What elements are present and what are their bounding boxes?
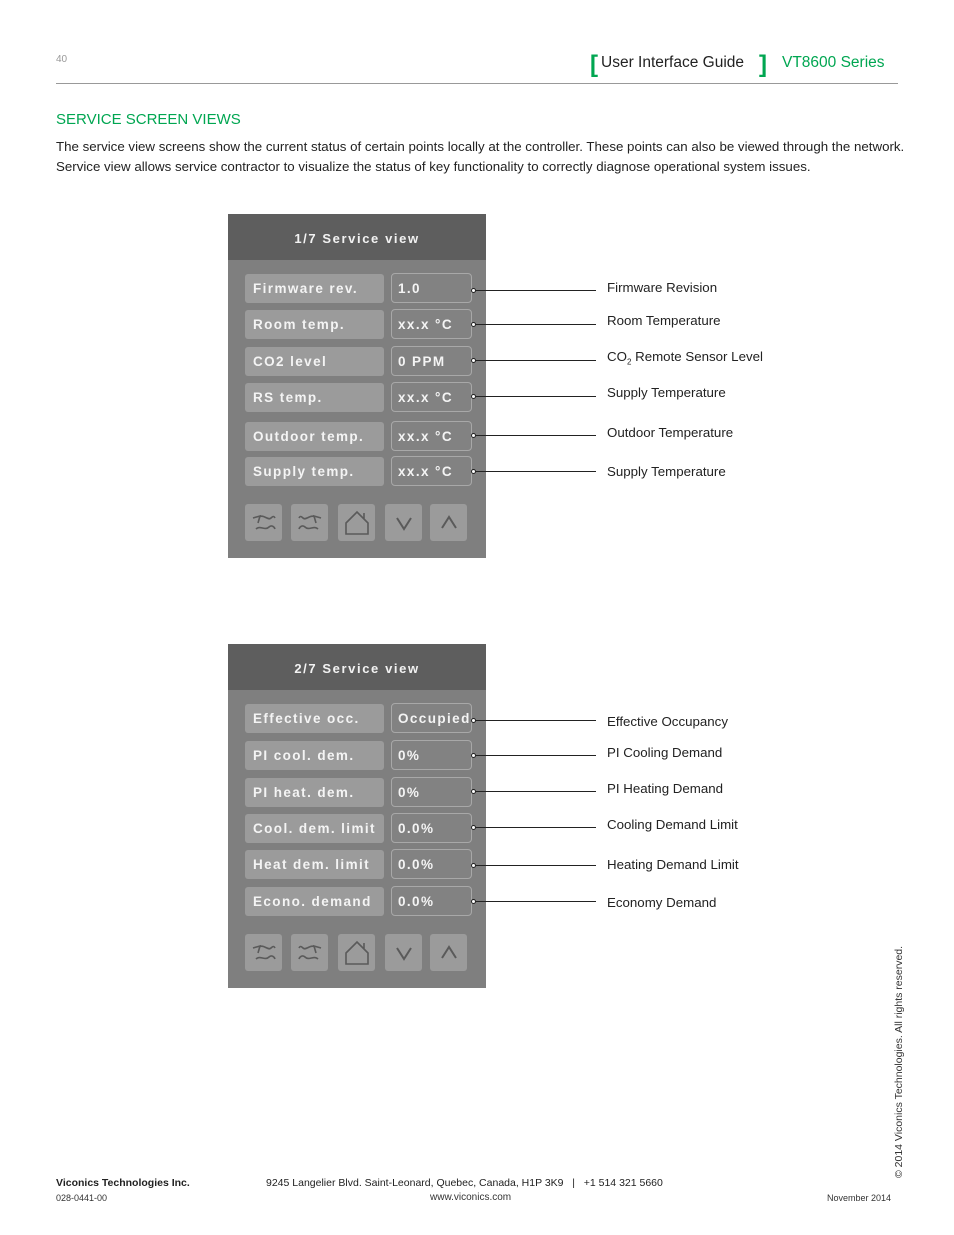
back-arrow-icon — [249, 508, 279, 538]
row-label: CO2 level — [245, 347, 384, 376]
header-series: VT8600 Series — [782, 54, 885, 71]
row-label: RS temp. — [245, 383, 384, 412]
section-title: SERVICE SCREEN VIEWS — [56, 111, 241, 128]
callout-co2-remote-sensor — [607, 349, 763, 367]
up-button[interactable] — [430, 934, 467, 971]
callout-economy-demand: Economy Demand — [607, 895, 717, 910]
row-label: Outdoor temp. — [245, 422, 384, 451]
down-button[interactable] — [385, 504, 422, 541]
row-value: 0 PPM — [391, 346, 472, 376]
back-button[interactable] — [245, 504, 282, 541]
leader-line — [476, 471, 596, 472]
leader-line — [476, 290, 596, 291]
footer-company: Viconics Technologies Inc. — [56, 1177, 190, 1189]
callout-supply-temperature: Supply Temperature — [607, 385, 726, 400]
row-label: Econo. demand — [245, 887, 384, 916]
service-screen-1 — [228, 214, 486, 558]
footer-doc-number: 028-0441-00 — [56, 1193, 108, 1203]
callout-room-temperature: Room Temperature — [607, 313, 721, 328]
callout-firmware-revision: Firmware Revision — [607, 280, 718, 295]
chevron-up-icon — [434, 508, 464, 538]
callout-co2-subscript: 2 — [626, 357, 632, 367]
row-value: 0% — [391, 777, 472, 807]
home-button[interactable] — [338, 504, 375, 541]
row-label: Effective occ. — [245, 704, 384, 733]
callout-outdoor-temperature: Outdoor Temperature — [607, 425, 734, 440]
footer-website[interactable]: www.viconics.com — [430, 1192, 512, 1203]
leader-line — [476, 720, 596, 721]
callout-pi-cooling-demand: PI Cooling Demand — [607, 745, 723, 760]
row-label: Cool. dem. limit — [245, 814, 384, 843]
home-button[interactable] — [338, 934, 375, 971]
header-open-bracket: [ — [590, 51, 598, 78]
callout-effective-occupancy: Effective Occupancy — [607, 714, 728, 729]
row-label: Room temp. — [245, 310, 384, 339]
leader-line — [476, 901, 596, 902]
chevron-down-icon — [389, 508, 419, 538]
callout-pi-heating-demand: PI Heating Demand — [607, 781, 724, 796]
row-value: 0% — [391, 740, 472, 770]
footer-date: November 2014 — [827, 1193, 892, 1203]
row-value: xx.x °C — [391, 309, 472, 339]
leader-line — [476, 791, 596, 792]
row-label: Heat dem. limit — [245, 850, 384, 879]
service-screen-2 — [228, 644, 486, 988]
screen-title: 1/7 Service view — [228, 214, 486, 260]
row-value: xx.x °C — [391, 382, 472, 412]
up-button[interactable] — [430, 504, 467, 541]
row-label: Firmware rev. — [245, 274, 384, 303]
header-guide-title: User Interface Guide — [601, 54, 745, 71]
leader-line — [476, 827, 596, 828]
leader-line — [476, 865, 596, 866]
section-intro: The service view screens show the current status of certain points locally at the controller. These points can also be viewed through the network. Service view allows service contractor to visualize the status of key functionality to correctly diagnose operational system issues. — [56, 139, 905, 174]
back-button[interactable] — [245, 934, 282, 971]
row-value: 0.0% — [391, 813, 472, 843]
row-label: PI heat. dem. — [245, 778, 384, 807]
row-value: xx.x °C — [391, 456, 472, 486]
leader-line — [476, 324, 596, 325]
forward-arrow-icon — [295, 938, 325, 968]
forward-arrow-icon — [295, 508, 325, 538]
header-close-bracket: ] — [759, 51, 767, 78]
footer-address: 9245 Langelier Blvd. Saint-Leonard, Quebec, Canada, H1P 3K9 | +1 514 321 5660 — [266, 1177, 663, 1189]
row-value: 0.0% — [391, 849, 472, 879]
chevron-down-icon — [389, 938, 419, 968]
callout-heating-demand-limit: Heating Demand Limit — [607, 857, 739, 872]
row-value: 0.0% — [391, 886, 472, 916]
row-value: 1.0 — [391, 273, 472, 303]
down-button[interactable] — [385, 934, 422, 971]
row-value: xx.x °C — [391, 421, 472, 451]
callout-supply-temperature: Supply Temperature — [607, 464, 726, 479]
row-value: Occupied — [391, 703, 472, 733]
back-arrow-icon — [249, 938, 279, 968]
callout-co2-suffix: Remote Sensor Level — [631, 349, 763, 364]
leader-line — [476, 755, 596, 756]
header-rule — [56, 83, 898, 84]
row-label: Supply temp. — [245, 457, 384, 486]
home-icon — [342, 938, 372, 968]
leader-line — [476, 396, 596, 397]
chevron-up-icon — [434, 938, 464, 968]
page-number: 40 — [56, 54, 68, 65]
screen-title: 2/7 Service view — [228, 644, 486, 690]
leader-line — [476, 435, 596, 436]
copyright-notice: © 2014 Viconics Technologies. All rights reserved. — [893, 945, 905, 1178]
callout-co2-prefix: CO — [607, 349, 627, 364]
callout-cooling-demand-limit: Cooling Demand Limit — [607, 817, 738, 832]
leader-line — [476, 360, 596, 361]
forward-button[interactable] — [291, 504, 328, 541]
row-label: PI cool. dem. — [245, 741, 384, 770]
home-icon — [342, 508, 372, 538]
forward-button[interactable] — [291, 934, 328, 971]
